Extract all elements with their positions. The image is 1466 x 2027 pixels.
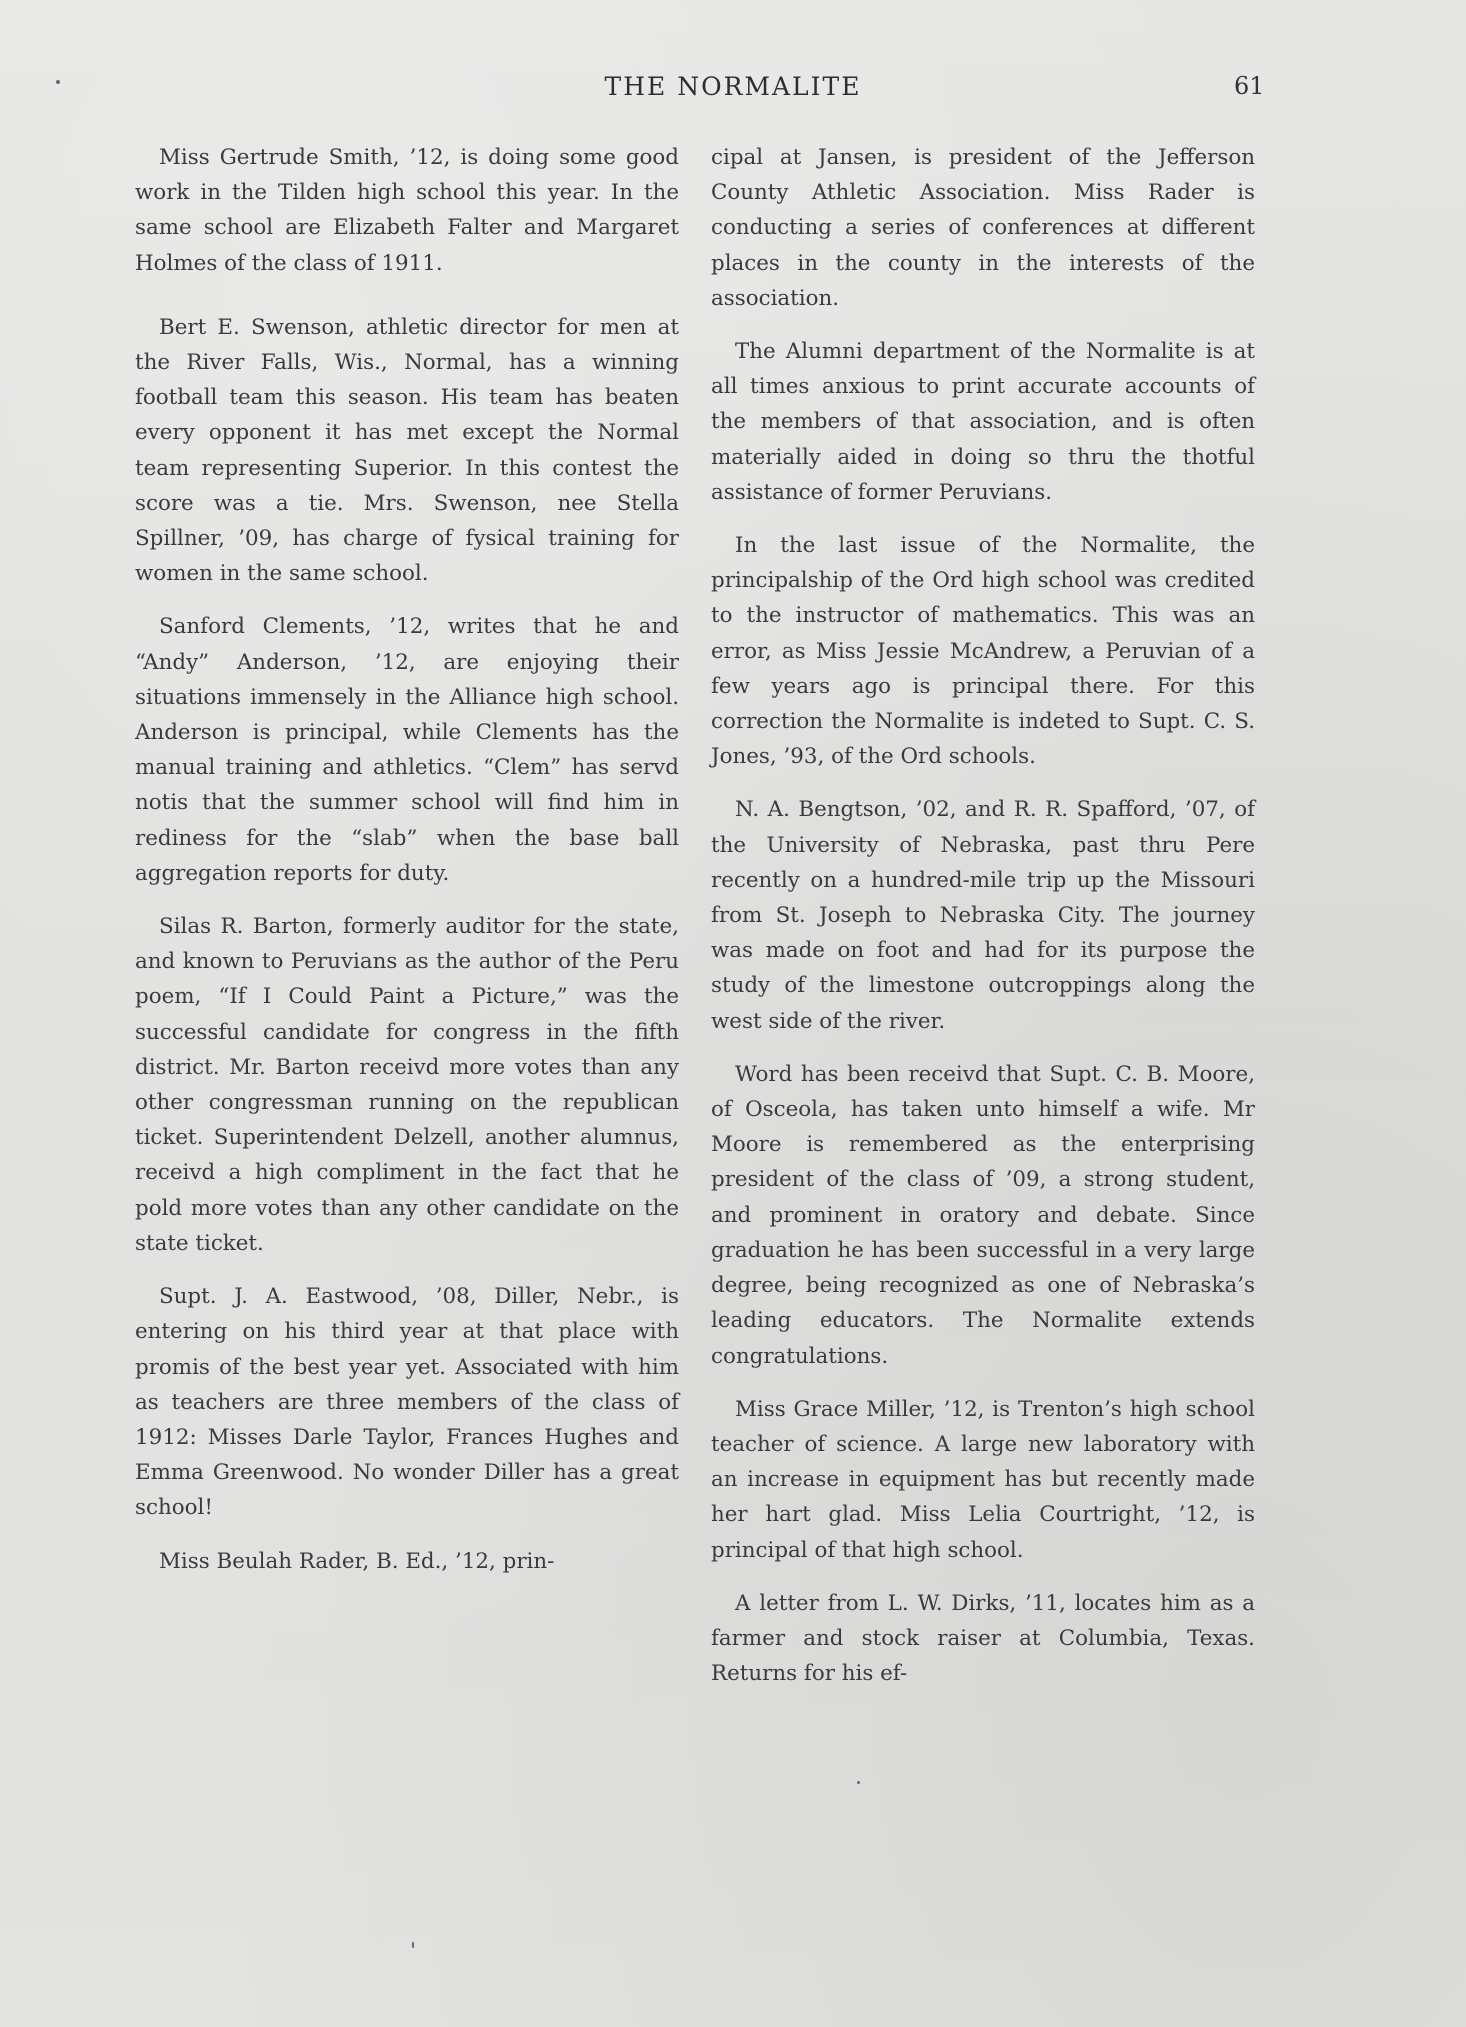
- paragraph-dirks: A letter from L. W. Dirks, ’11, locates him as a farmer and stock raiser at Columbia, Texas. Returns for his ef-: [711, 1590, 1255, 1687]
- paragraph-sanford-clements: Sanford Clements, ’12, writes that he and “Andy” Anderson, ’12, are enjoying their situations immensely in the Alliance high school. Anderson is principal, while Clements has the manual training and athletics. “Clem” has servd notis that the summer school will find him in rediness for the “slab” when the base ball aggregation reports for duty.: [135, 614, 679, 886]
- paragraph-eastwood: Supt. J. A. Eastwood, ’08, Diller, Nebr., is entering on his third year at that place with promis of the best year yet. Associated with him as teachers are three members of the class of 1912: Misses Darle Taylor, Frances Hughes and Emma Greenwood. No wonder Diller has a great school!: [135, 1284, 679, 1521]
- ink-speck: [857, 1781, 860, 1784]
- left-column: [135, 140, 679, 1597]
- paragraph-alumni-department: The Alumni department of the Normalite is at all times anxious to print accurate accounts of the members of that association, and is often materially aided in doing so thru the thotful assistance of former Peruvians.: [711, 339, 1255, 505]
- ink-speck: [412, 1942, 414, 1948]
- paragraph-moore: Word has been receivd that Supt. C. B. Moore, of Osceola, has taken unto himself a wife. Mr Moore is remembered as the enterprising president of the class of ’09, a strong student, and prominent in oratory and debate. Since graduation he has been successful in a very large degree, being recognized as one of Nebraska’s leading educators. The Normalite extends congratulations.: [711, 1061, 1255, 1369]
- paragraph-grace-miller: Miss Grace Miller, ’12, is Trenton’s high school teacher of science. A large new laboratory with an increase in equipment has but recently made her hart glad. Miss Lelia Courtright, ’12, is principal of that high school.: [711, 1396, 1255, 1563]
- paragraph-beulah-rader-continued: cipal at Jansen, is president of the Jefferson County Athletic Association. Miss Rader is conducting a series of conferences at different places in the county in the interests of the association.: [711, 145, 1255, 311]
- paragraph-silas-barton: Silas R. Barton, formerly auditor for the state, and known to Peruvians as the author of the Peru poem, “If I Could Paint a Picture,” was the successful candidate for congress in the fifth district. Mr. Barton receivd more votes than any other congressman running on the republican ticket. Superintendent Delzell, another alumnus, receivd a high compliment in the fact that he pold more votes than any other candidate on the state ticket.: [135, 914, 679, 1256]
- paragraph-beulah-rader-start: Miss Beulah Rader, B. Ed., ’12, prin-: [159, 1548, 555, 1574]
- paragraph-ord-correction: In the last issue of the Normalite, the principalship of the Ord high school was credited to the instructor of mathematics. This was an error, as Miss Jessie McAndrew, a Peruvian of a few years ago is principal there. For this correction the Normalite is indeted to Supt. C. S. Jones, ’93, of the Ord schools.: [711, 533, 1255, 770]
- right-column: [711, 140, 1255, 1709]
- page-number: 61: [1234, 72, 1265, 100]
- paragraph-bengtson-spafford: N. A. Bengtson, ’02, and R. R. Spafford, ’07, of the University of Nebraska, past thru Pere recently on a hundred-mile trip up the Missouri from St. Joseph to Nebraska City. The journey was made on foot and had for its purpose the study of the limestone outcroppings along the west side of the river.: [711, 797, 1255, 1034]
- ink-speck: [56, 80, 60, 84]
- paragraph-bert-swenson: Bert E. Swenson, athletic director for men at the River Falls, Wis., Normal, has a winning football team this season. His team has beaten every opponent it has met except the Normal team representing Superior. In this contest the score was a tie. Mrs. Swenson, nee Stella Spillner, ’09, has charge of fysical training for women in the same school.: [135, 314, 679, 587]
- running-title: THE NORMALITE: [604, 72, 862, 101]
- paragraph-gertrude-smith: Miss Gertrude Smith, ’12, is doing some good work in the Tilden high school this year. In the same school are Elizabeth Falter and Margaret Holmes of the class of 1911.: [135, 145, 679, 276]
